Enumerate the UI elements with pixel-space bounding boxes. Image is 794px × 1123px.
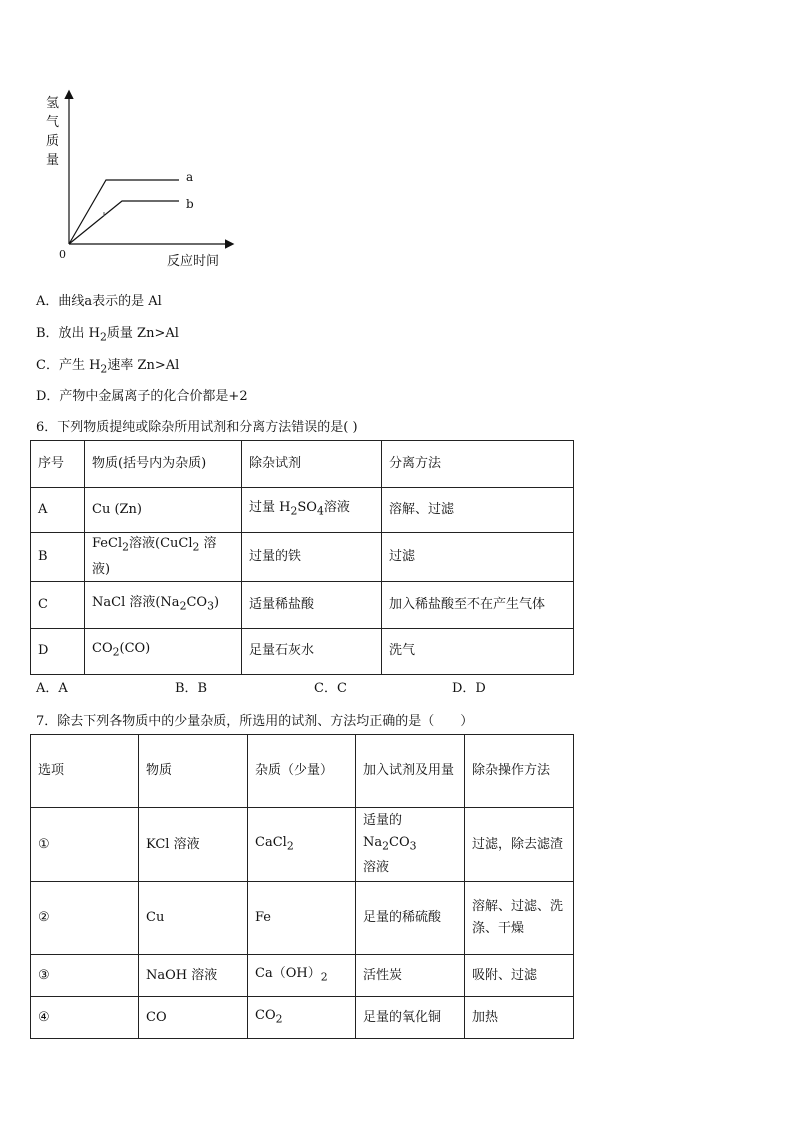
table-row (31, 488, 574, 533)
row-impurity: $CO_2$ (248, 997, 356, 1039)
q5-option-c: C．产生 $H_2$速率 Zn>Al (36, 358, 180, 376)
row-id: B (31, 533, 85, 582)
row-substance: $CO_2(CO)$ (85, 628, 242, 674)
table-row (31, 955, 574, 997)
header-cell: 序号 (31, 441, 85, 488)
q7-stem: 7．除去下列各物质中的少量杂质，所选用的试剂、方法均正确的是（ ） (36, 714, 474, 729)
row-method: 过滤 (382, 533, 574, 582)
ylabel-char-1: 氢 (46, 96, 60, 111)
ylabel-char-3: 质 (46, 134, 60, 149)
row-method: 过滤，除去滤渣 (465, 808, 574, 882)
row-method: 溶解、过滤、洗涤、干燥 (465, 882, 574, 955)
origin-label: 0 (59, 248, 66, 261)
q7-table (30, 734, 574, 1039)
row-method: 溶解、过滤 (382, 488, 574, 533)
row-reagent: 足量石灰水 (242, 628, 382, 674)
row-method: 吸附、过滤 (465, 955, 574, 997)
row-impurity: $Ca(OH)_2$ (248, 955, 356, 997)
row-reagent: 足量的氧化铜 (356, 997, 465, 1039)
row-id: ② (31, 882, 139, 955)
curve-b-label: b (186, 197, 194, 211)
header-cell: 杂质（少量） (248, 735, 356, 808)
row-substance: Cu (Zn) (85, 488, 242, 533)
row-substance: KCl 溶液 (139, 808, 248, 882)
row-substance: CO (139, 997, 248, 1039)
row-id: ③ (31, 955, 139, 997)
row-substance: NaOH 溶液 (139, 955, 248, 997)
choice-a: A．A (36, 681, 68, 696)
row-id: ④ (31, 997, 139, 1039)
table-row (31, 997, 574, 1039)
row-reagent: 适量稀盐酸 (242, 581, 382, 628)
table-header-row (31, 441, 574, 488)
choice-d: D．D (452, 681, 486, 696)
row-reagent: 过量 $H_2SO_4$溶液 (242, 488, 382, 533)
row-method: 加入稀盐酸至不在产生气体 (382, 581, 574, 628)
row-substance: NaCl 溶液$(Na_2CO_3)$ (85, 581, 242, 628)
table-row (31, 533, 574, 582)
row-method: 洗气 (382, 628, 574, 674)
table-row (31, 882, 574, 955)
q5-option-a: A．曲线a表示的是 Al (36, 294, 162, 309)
table-row (31, 581, 574, 628)
row-impurity: Fe (248, 882, 356, 955)
row-impurity: CaCl$_2$ (248, 808, 356, 882)
row-reagent: 足量的稀硫酸 (356, 882, 465, 955)
header-cell: 物质(括号内为杂质) (85, 441, 242, 488)
table-row (31, 628, 574, 674)
row-substance: FeCl$_2$溶液(CuCl$_2$ 溶液) (85, 533, 242, 582)
row-id: ① (31, 808, 139, 882)
curve-a (69, 180, 179, 244)
q6-stem: 6．下列物质提纯或除杂所用试剂和分离方法错误的是( ) (36, 420, 358, 435)
choice-b: B．B (175, 681, 208, 696)
row-id: A (31, 488, 85, 533)
q5-option-b: B．放出 $H_2$质量 Zn>Al (36, 326, 179, 344)
ylabel-char-2: 气 (46, 115, 60, 130)
row-reagent: 适量的 $Na_2CO_3$ 溶液 (356, 808, 465, 882)
row-reagent: 活性炭 (356, 955, 465, 997)
hydrogen-mass-graph (36, 88, 256, 273)
row-substance: Cu (139, 882, 248, 955)
curve-b (69, 201, 179, 244)
header-cell: 分离方法 (382, 441, 574, 488)
curve-a-label: a (186, 170, 194, 184)
header-cell: 选项 (31, 735, 139, 808)
row-id: C (31, 581, 85, 628)
choice-c: C．C (314, 681, 347, 696)
header-cell: 除杂操作方法 (465, 735, 574, 808)
header-cell: 加入试剂及用量 (356, 735, 465, 808)
ylabel-char-4: 量 (46, 153, 60, 168)
row-reagent: 过量的铁 (242, 533, 382, 582)
q6-table (30, 440, 574, 675)
header-cell: 除杂试剂 (242, 441, 382, 488)
q5-option-d: D．产物中金属离子的化合价都是+2 (36, 389, 248, 404)
row-id: D (31, 628, 85, 674)
row-method: 加热 (465, 997, 574, 1039)
table-header-row (31, 735, 574, 808)
q6-choices (36, 677, 576, 697)
xlabel: 反应时间 (167, 254, 220, 269)
table-row (31, 808, 574, 882)
header-cell: 物质 (139, 735, 248, 808)
